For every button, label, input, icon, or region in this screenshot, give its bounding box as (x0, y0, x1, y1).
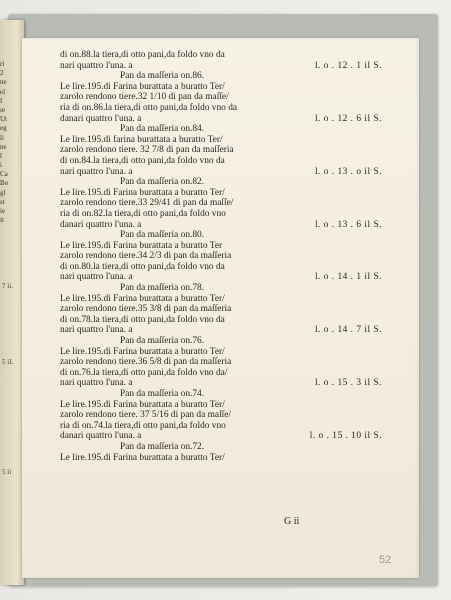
facing-margin-note: 7 ii. (2, 282, 13, 290)
facing-text-line: ıe (0, 105, 6, 114)
line-text: ria di on.74.la tiera,di otto pani,da foldo vno (60, 420, 226, 431)
text-line (60, 188, 382, 199)
facing-text-line: li (0, 133, 4, 142)
facing-text-line: eg (0, 124, 7, 133)
line-text: Pan da maſſeria on.82. (120, 177, 205, 188)
text-line (60, 167, 382, 178)
price-value: l. o . 12 . 6 il S. (314, 113, 382, 124)
line-text: Le lire.195.di Farina burattata a buratto Ter/ (60, 399, 225, 410)
text-line (60, 453, 382, 464)
text-line (60, 82, 382, 93)
price-value: l. o . 13 . o il S. (314, 166, 382, 177)
text-line (60, 198, 382, 209)
text-line (60, 294, 382, 305)
line-text: Pan da maſſeria on.74. (120, 389, 205, 399)
line-text: Le lire.195.di Farina burattata a buratto Ter/ (60, 187, 225, 198)
price-value: l. o . 13 . 6 il S. (314, 219, 382, 230)
line-text: zarolo rendono tiere.34 2/3 di pan da maſſeria (60, 251, 232, 262)
text-line (60, 92, 382, 103)
line-text: danari quattro l'una. a (60, 113, 142, 124)
line-text: di on.78.la tiera,di otto pani,da foldo vno da (60, 314, 225, 325)
facing-text-line: I (0, 96, 3, 105)
text-line (60, 251, 382, 262)
text-line (60, 325, 382, 336)
facing-text-line: it (0, 216, 4, 225)
book-page (22, 38, 419, 578)
text-line (60, 410, 382, 421)
line-text: zarolo rendono tiere.36 5/8 di pan da maſſeria (60, 357, 232, 368)
line-text: Le lire.195.di farina burattata a buratto Ter/ (60, 134, 223, 145)
price-value: l. o . 15 . 3 il S. (314, 378, 382, 389)
facing-page-edge (0, 20, 24, 585)
line-text: Pan da maſſeria on.78. (120, 283, 205, 294)
facing-text-line: Ca (0, 170, 8, 179)
price-value: l. o . 14 . 7 il S. (314, 325, 382, 336)
line-text: ria di on.82.la tiera,di otto pani,da foldo vno (60, 208, 226, 219)
text-line (60, 304, 382, 315)
facing-text-line: ri (0, 60, 5, 68)
section-heading-line (60, 283, 382, 294)
text-line (60, 241, 382, 252)
text-line (60, 114, 382, 125)
line-text: nari quattro l'una. a (60, 272, 133, 283)
facing-text-line: gl (0, 188, 6, 197)
text-block (60, 50, 382, 463)
text-line (60, 135, 382, 146)
line-text: Le lire.195.di Farina burattata a buratto Ter/ (60, 81, 225, 92)
facing-text-line: l (0, 151, 2, 160)
text-line (60, 347, 382, 358)
line-text: nari quattro l'una. a (60, 325, 133, 336)
line-text: nari quattro l'una. a (60, 60, 133, 71)
line-text: Pan da maſſeria on.72. (120, 441, 205, 452)
line-text: di on.80.la tiera,di otto pani,da foldo vno da (60, 261, 225, 272)
facing-text-line: ne (0, 78, 7, 87)
facing-text-line: ie (0, 207, 6, 215)
line-text: zarolo rendono tiere.32 1/10 di pan da maſſe/ (60, 92, 229, 103)
price-value: l. o . 14 . 1 il S. (314, 272, 382, 283)
text-line (60, 209, 382, 220)
line-text: nari quattro l'una. a (60, 378, 133, 389)
line-text: Pan da maſſeria on.80. (120, 230, 205, 241)
signature-mark: G ii (284, 516, 300, 527)
section-heading-line (60, 71, 382, 82)
text-line (60, 357, 382, 368)
facing-text-line: el (0, 87, 6, 96)
line-text: di on.76.la tiera,di otto pani,da foldo vno da/ (60, 367, 228, 378)
line-text: ria di on.86.la tiera,di otto pani,da foldo vno da (60, 102, 238, 113)
line-text: Pan da maſſeria on.86. (120, 71, 205, 82)
facing-margin-note: 5 iI. (2, 358, 14, 366)
line-text: Le lire.195.di Farina burattata a buratto Ter/ (60, 452, 225, 463)
section-heading-line (60, 442, 382, 453)
line-text: zarolo rendono tiere.35 3/8 di pan da maſſeria (60, 304, 232, 315)
text-line (60, 50, 382, 61)
line-text: Pan da maſſeria on.76. (120, 336, 205, 347)
section-heading-line (60, 177, 382, 188)
line-text: zarolo rendono tiere. 32 7/8 di pan da maſſeria (60, 145, 234, 156)
text-line (60, 272, 382, 283)
text-line (60, 400, 382, 411)
text-line (60, 103, 382, 114)
price-value: l. o . 12 . 1 il S. (314, 60, 382, 71)
price-value: l. o . 15 . 10 il S. (309, 431, 382, 442)
line-text: danari quattro l'una. a (60, 431, 142, 442)
text-line (60, 61, 382, 72)
line-text: Le lire.195.di Farina burattata a buratto Ter/ (60, 293, 225, 304)
line-text: nari quattro l'una. a (60, 166, 133, 177)
text-line (60, 378, 382, 389)
line-text: Le lire.195.di Farina burattata a buratto Ter (60, 240, 223, 251)
facing-text-line: ne (0, 142, 7, 151)
text-line (60, 145, 382, 156)
line-text: Pan da maſſeria on.84. (120, 124, 205, 135)
facing-text-line: 2 (0, 69, 4, 78)
line-text: zarolo rendono tiere.33 29/41 di pan da maſſe/ (60, 198, 234, 209)
text-line (60, 368, 382, 379)
text-line (60, 315, 382, 326)
facing-text-line: Ut (0, 115, 7, 124)
section-heading-line (60, 230, 382, 241)
text-line (60, 421, 382, 432)
section-heading-line (60, 124, 382, 135)
facing-page-text (0, 60, 22, 225)
facing-text-line: i (0, 161, 2, 170)
line-text: danari quattro l'una. a (60, 219, 142, 230)
line-text: di on.84.la tiera,di otto pani,da foldo vno da (60, 155, 225, 166)
facing-margin-note: 5 ii (2, 468, 12, 476)
text-line (60, 156, 382, 167)
line-text: zarolo rendono tiere. 37 5/16 di pan da maſſe/ (60, 410, 232, 421)
text-line (60, 262, 382, 273)
pencil-folio-number: 52 (379, 554, 392, 566)
facing-text-line: Bo (0, 179, 9, 188)
section-heading-line (60, 389, 382, 400)
text-line (60, 220, 382, 231)
facing-text-line: st (0, 197, 5, 206)
section-heading-line (60, 336, 382, 347)
line-text: Le lire.195.di Farina burattata a buratto Ter/ (60, 346, 225, 357)
line-text: di on.88.la tiera,di otto pani,da foldo vno da (60, 50, 225, 60)
text-line (60, 431, 382, 442)
